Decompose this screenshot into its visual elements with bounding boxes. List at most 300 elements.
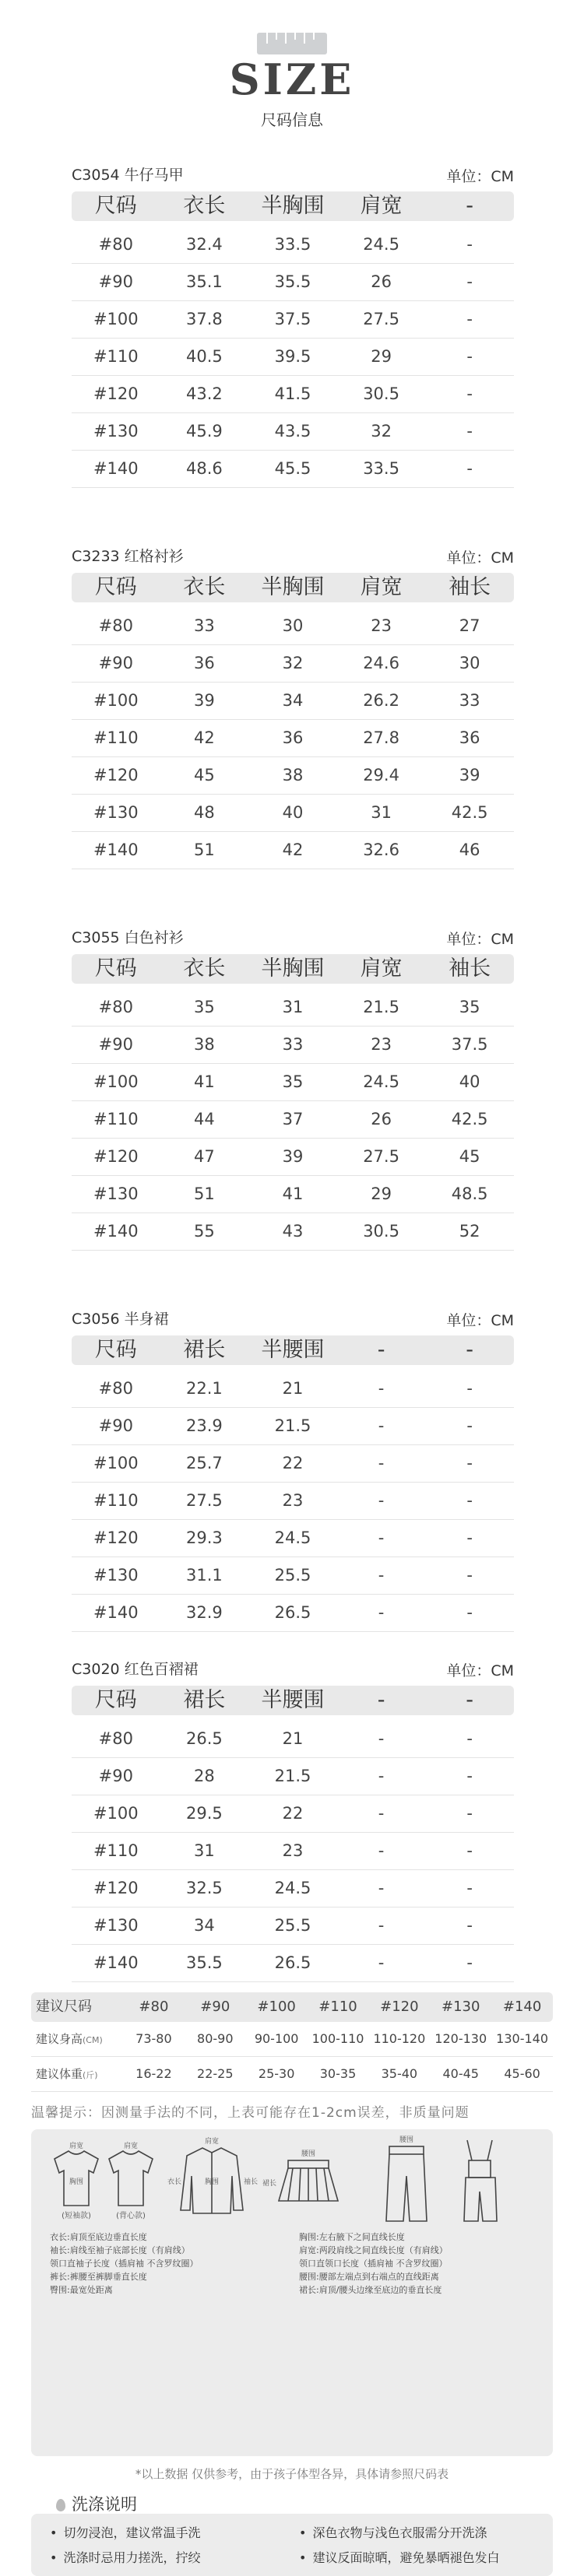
recommend-weight-row [31, 2057, 553, 2092]
diagram-label-waist: 腰围 [301, 2150, 316, 2158]
table-title: C3055 白色衬衫 [72, 929, 184, 946]
diagram-note: 裤长:裤腰至裤脚垂直长度 [50, 2272, 147, 2282]
table-cell: 32.6 [363, 841, 399, 859]
table-cell: - [466, 347, 473, 366]
table-cell: #80 [98, 1379, 133, 1398]
table-cell: - [466, 235, 473, 254]
table-cell: 22.1 [186, 1379, 223, 1398]
table-header-cell: 衣长 [183, 956, 226, 981]
table-cell: #80 [98, 1729, 133, 1748]
table-cell: #130 [93, 803, 139, 822]
table-cell: - [466, 1953, 473, 1972]
table-cell: 36 [194, 654, 215, 672]
table-cell: 40.5 [186, 347, 223, 366]
table-cell: 30 [282, 616, 304, 635]
table-cell: 32.4 [186, 235, 223, 254]
table-row [72, 450, 514, 488]
recommend-header-cell: 建议尺码 [36, 1999, 92, 2015]
size-title: SIZE [229, 54, 355, 104]
diagram-notes-left [50, 2230, 199, 2297]
table-cell: - [466, 1879, 473, 1897]
wash-title: 洗涤说明 [56, 2492, 137, 2515]
table-header-cell: 半腰围 [261, 1688, 325, 1712]
wash-item: • 切勿浸泡，建议常温手洗 [50, 2523, 200, 2541]
recommend-header-cell: #140 [502, 1999, 542, 2015]
weight-cell: 16-22 [135, 2066, 172, 2081]
table-header-cell: 袖长 [449, 956, 491, 981]
height-cell: 80-90 [197, 2031, 234, 2046]
table-cell: 32 [371, 422, 392, 440]
table-cell: 21.5 [363, 998, 399, 1016]
table-row [72, 263, 514, 301]
table-cell: 52 [459, 1222, 480, 1241]
table-header-row [72, 954, 514, 984]
table-cell: #130 [93, 422, 139, 440]
table-cell: #120 [93, 384, 139, 403]
table-cell: - [466, 1379, 473, 1398]
wash-item: • 深色衣物与浅色衣服需分开洗涤 [299, 2523, 487, 2541]
table-header-cell: 袖长 [449, 575, 491, 599]
size-table-c3055 [72, 926, 514, 1269]
table-cell: 37.5 [274, 310, 311, 328]
table-cell: - [466, 272, 473, 291]
table-cell: 25.5 [274, 1566, 311, 1585]
wash-item: • 建议反面晾晒，避免暴晒褪色发白 [299, 2548, 499, 2566]
table-row [72, 300, 514, 339]
table-row [72, 1482, 514, 1520]
table-cell: 31 [371, 803, 392, 822]
table-cell: #120 [93, 1528, 139, 1547]
garment-diagrams [31, 2129, 553, 2230]
table-cell: 45 [194, 766, 215, 784]
weight-cell: 40-45 [442, 2066, 479, 2081]
page-header [0, 0, 584, 140]
recommend-header-cell: #110 [318, 1999, 357, 2015]
table-row [72, 1063, 514, 1101]
table-cell: - [466, 1491, 473, 1510]
table-cell: 48.6 [186, 459, 223, 478]
table-cell: #110 [93, 1491, 139, 1510]
diagram-label-chest: 胸围 [69, 2178, 84, 2186]
table-cell: 37.5 [451, 1035, 488, 1054]
table-cell: #110 [93, 1841, 139, 1860]
table-cell: 30 [459, 654, 480, 672]
table-cell: 21.5 [274, 1767, 311, 1785]
table-cell: - [378, 1379, 385, 1398]
measurement-tip: 温馨提示：因测量手法的不同，上表可能存在1-2cm误差，非质量问题 [31, 2105, 470, 2121]
reference-footnote: *以上数据 仅供参考，由于孩子体型各异，具体请参照尺码表 [135, 2467, 449, 2481]
table-cell: #90 [98, 654, 133, 672]
diagram-notes-right [299, 2230, 448, 2297]
table-row [72, 1907, 514, 1945]
table-header-cell: 尺码 [94, 1338, 137, 1362]
table-unit: 单位：CM [446, 549, 514, 567]
size-subtitle: 尺码信息 [261, 111, 323, 129]
table-cell: 29.4 [363, 766, 399, 784]
table-cell: - [378, 1528, 385, 1547]
table-cell: 38 [282, 766, 304, 784]
diagram-label-skirt-length: 裙长 [262, 2180, 277, 2188]
table-cell: 26.5 [274, 1953, 311, 1972]
table-cell: #100 [93, 691, 139, 710]
diagram-note: 领口直领口长度（插肩袖 不含罗纹圈） [299, 2258, 448, 2269]
table-cell: 29 [371, 347, 392, 366]
table-cell: 27.5 [363, 1147, 399, 1166]
table-cell: #100 [93, 1804, 139, 1823]
diagram-label-sleeve: 袖长 [243, 2178, 259, 2186]
recommend-header-cell: #120 [380, 1999, 419, 2015]
table-cell: #90 [98, 1035, 133, 1054]
table-cell: 23 [371, 1035, 392, 1054]
table-cell: 24.5 [363, 235, 399, 254]
table-title: C3056 半身裙 [72, 1311, 169, 1328]
diagram-note: 裙长:肩顶/腰头边缘至底边的垂直长度 [299, 2285, 442, 2295]
table-cell: 26.5 [186, 1729, 223, 1748]
table-header-cell: 尺码 [94, 956, 137, 981]
table-header-cell: 尺码 [94, 575, 137, 599]
table-cell: 25.5 [274, 1916, 311, 1935]
table-cell: #140 [93, 1222, 139, 1241]
table-cell: #90 [98, 1416, 133, 1435]
table-cell: #120 [93, 1879, 139, 1897]
table-row [72, 644, 514, 683]
height-cell: 120-130 [434, 2031, 487, 2046]
table-cell: 37 [282, 1110, 304, 1128]
table-unit: 单位：CM [446, 168, 514, 185]
table-header-cell: - [377, 1688, 385, 1712]
diagram-note: 胸围:左右腋下之间直线长度 [299, 2232, 405, 2242]
recommend-header-cell: #130 [442, 1999, 480, 2015]
diagram-note: 腰围:腰部左端点到右端点的直线距离 [299, 2272, 439, 2282]
table-cell: - [466, 1916, 473, 1935]
table-cell: 24.5 [363, 1072, 399, 1091]
table-cell: - [466, 310, 473, 328]
table-header-cell: 半胸围 [261, 956, 325, 981]
table-cell: #90 [98, 1767, 133, 1785]
table-cell: 26 [371, 272, 392, 291]
table-cell: 27.5 [363, 310, 399, 328]
diagram-label-shoulder: 肩宽 [204, 2138, 220, 2146]
table-row [72, 1138, 514, 1176]
weight-cell: 25-30 [258, 2066, 295, 2081]
table-cell: - [466, 1804, 473, 1823]
table-header-cell: 衣长 [183, 575, 226, 599]
table-header-cell: 尺码 [94, 1688, 137, 1712]
table-row [72, 1370, 514, 1408]
table-cell: #100 [93, 310, 139, 328]
table-header-cell: 肩宽 [360, 575, 403, 599]
table-cell: - [378, 1804, 385, 1823]
recommend-height-row [31, 2022, 553, 2057]
table-cell: 48.5 [451, 1184, 488, 1203]
table-title: C3233 红格衬衫 [72, 548, 184, 565]
diagram-label-sleeveless: (背心款) [116, 2212, 146, 2220]
table-cell: #110 [93, 728, 139, 747]
table-cell: 51 [194, 841, 215, 859]
table-cell: 45.9 [186, 422, 223, 440]
recommend-header-cell: #90 [200, 1999, 230, 2015]
table-cell: 29.5 [186, 1804, 223, 1823]
table-cell: 40 [282, 803, 304, 822]
table-row [72, 1026, 514, 1064]
table-header-cell: 半胸围 [261, 575, 325, 599]
table-row [72, 1795, 514, 1833]
table-cell: 33 [194, 616, 215, 635]
table-cell: 40 [459, 1072, 480, 1091]
table-header-row [72, 1335, 514, 1365]
table-cell: #110 [93, 1110, 139, 1128]
table-row [72, 412, 514, 451]
table-cell: 22 [282, 1454, 304, 1472]
table-header-cell: 裙长 [183, 1338, 226, 1362]
table-cell: - [466, 459, 473, 478]
table-cell: 30.5 [363, 384, 399, 403]
table-row [72, 988, 514, 1027]
table-cell: 44 [194, 1110, 215, 1128]
table-row [72, 375, 514, 413]
weight-cell: 30-35 [319, 2066, 357, 2081]
weight-cell: 35-40 [381, 2066, 418, 2081]
overalls-icon [464, 2140, 497, 2221]
diagram-note: 领口直袖子长度（插肩袖 不含罗纹圈） [50, 2258, 199, 2269]
recommend-header-cell: #100 [257, 1999, 296, 2015]
height-cell: 73-80 [135, 2031, 172, 2046]
table-cell: #140 [93, 1603, 139, 1622]
measurement-diagram [31, 2129, 553, 2456]
table-cell: #100 [93, 1454, 139, 1472]
table-row [72, 1175, 514, 1213]
table-cell: #140 [93, 459, 139, 478]
table-cell: 35 [459, 998, 480, 1016]
recommend-header-row [31, 1992, 553, 2022]
diagram-note: 肩宽:两段肩线之间直线长度（有肩线） [299, 2245, 448, 2255]
table-cell: 41.5 [274, 384, 311, 403]
table-cell: 21 [282, 1379, 304, 1398]
size-table-c3056 [72, 1307, 514, 1650]
table-row [72, 794, 514, 832]
table-cell: #80 [98, 235, 133, 254]
table-cell: 46 [459, 841, 480, 859]
table-cell: 32.5 [186, 1879, 223, 1897]
table-cell: - [466, 1528, 473, 1547]
table-cell: 31 [282, 998, 304, 1016]
wash-item: • 洗涤时忌用力搓洗，拧绞 [50, 2548, 200, 2566]
table-cell: - [378, 1603, 385, 1622]
table-row [72, 719, 514, 757]
table-row [72, 1213, 514, 1251]
table-row [72, 1832, 514, 1870]
table-title: C3054 牛仔马甲 [72, 167, 184, 184]
diagram-label-shoulder: 肩宽 [69, 2143, 84, 2150]
table-header-row [72, 191, 514, 221]
table-cell: 21.5 [274, 1416, 311, 1435]
table-cell: - [378, 1454, 385, 1472]
table-cell: 23.9 [186, 1416, 223, 1435]
table-cell: 39 [282, 1147, 304, 1166]
table-cell: - [378, 1879, 385, 1897]
table-cell: 35 [194, 998, 215, 1016]
table-cell: 26.2 [363, 691, 399, 710]
table-cell: 37.8 [186, 310, 223, 328]
table-header-cell: 尺码 [94, 194, 137, 218]
table-cell: - [378, 1767, 385, 1785]
table-header-row [72, 573, 514, 602]
table-row [72, 607, 514, 645]
table-cell: 35.5 [274, 272, 311, 291]
table-unit: 单位：CM [446, 1662, 514, 1679]
table-cell: 29.3 [186, 1528, 223, 1547]
diagram-label-chest: 胸围 [204, 2178, 220, 2186]
table-cell: 24.5 [274, 1528, 311, 1547]
table-cell: 45.5 [274, 459, 311, 478]
weight-label: 建议体重(斤) [36, 2067, 98, 2081]
table-row [72, 1519, 514, 1557]
table-cell: 35.5 [186, 1953, 223, 1972]
ruler-icon [257, 33, 327, 54]
table-cell: - [466, 422, 473, 440]
table-header-cell: 肩宽 [360, 956, 403, 981]
table-row [72, 338, 514, 376]
table-cell: 43 [282, 1222, 304, 1241]
diagram-note: 衣长:肩顶至底边垂直长度 [50, 2232, 147, 2242]
weight-cell: 22-25 [197, 2066, 234, 2081]
table-cell: 24.6 [363, 654, 399, 672]
table-cell: 28 [194, 1767, 215, 1785]
table-header-cell: 裙长 [183, 1688, 226, 1712]
recommend-header-cell: #80 [139, 1999, 169, 2015]
table-cell: - [378, 1491, 385, 1510]
table-cell: 41 [194, 1072, 215, 1091]
table-cell: 39 [194, 691, 215, 710]
table-cell: 27 [459, 616, 480, 635]
table-cell: - [466, 1729, 473, 1748]
table-cell: - [466, 1454, 473, 1472]
diagram-label-short-sleeve: (短袖款) [62, 2212, 91, 2220]
table-cell: - [466, 1841, 473, 1860]
tshirt-icon [109, 2151, 153, 2206]
table-cell: #100 [93, 1072, 139, 1091]
table-row [72, 1720, 514, 1758]
diagram-label-waist: 腰围 [399, 2136, 414, 2144]
height-cell: 90-100 [254, 2031, 299, 2046]
table-cell: #120 [93, 1147, 139, 1166]
table-cell: 23 [282, 1491, 304, 1510]
table-row [72, 1556, 514, 1595]
table-row [72, 1869, 514, 1907]
table-cell: - [378, 1416, 385, 1435]
table-cell: - [466, 1416, 473, 1435]
table-cell: #80 [98, 998, 133, 1016]
table-row [72, 831, 514, 869]
table-cell: #110 [93, 347, 139, 366]
table-cell: 33 [459, 691, 480, 710]
table-cell: 33.5 [363, 459, 399, 478]
table-header-cell: - [377, 1338, 385, 1362]
size-table-c3054 [72, 163, 514, 506]
table-cell: #130 [93, 1566, 139, 1585]
table-row [72, 756, 514, 795]
table-cell: - [378, 1841, 385, 1860]
table-cell: 51 [194, 1184, 215, 1203]
table-unit: 单位：CM [446, 1312, 514, 1329]
table-cell: 47 [194, 1147, 215, 1166]
water-drop-icon [56, 2499, 65, 2511]
table-cell: 25.7 [186, 1454, 223, 1472]
table-unit: 单位：CM [446, 931, 514, 948]
diagram-label-length: 衣长 [167, 2178, 182, 2186]
table-cell: 26.5 [274, 1603, 311, 1622]
table-cell: 42.5 [451, 803, 488, 822]
table-cell: 39.5 [274, 347, 311, 366]
table-cell: 45 [459, 1147, 480, 1166]
table-header-cell: 衣长 [183, 194, 226, 218]
table-cell: 33 [282, 1035, 304, 1054]
table-row [72, 1100, 514, 1139]
table-cell: #120 [93, 766, 139, 784]
table-cell: 35 [282, 1072, 304, 1091]
wash-instructions [31, 2514, 553, 2576]
height-cell: 100-110 [311, 2031, 364, 2046]
table-cell: 31.1 [186, 1566, 223, 1585]
table-cell: 30.5 [363, 1222, 399, 1241]
table-cell: - [466, 1566, 473, 1585]
table-cell: - [466, 384, 473, 403]
diagram-note: 袖长:肩线至袖子底部长度（有肩线） [50, 2245, 190, 2255]
pants-icon [386, 2146, 427, 2221]
table-cell: 27.5 [186, 1491, 223, 1510]
table-cell: 26 [371, 1110, 392, 1128]
table-cell: 43.5 [274, 422, 311, 440]
table-cell: #130 [93, 1184, 139, 1203]
weight-cell: 45-60 [504, 2066, 540, 2081]
table-header-cell: - [466, 194, 474, 218]
table-cell: - [466, 1603, 473, 1622]
table-cell: 39 [459, 766, 480, 784]
table-row [72, 682, 514, 720]
table-row [72, 1444, 514, 1483]
table-header-row [72, 1686, 514, 1715]
table-cell: 42 [194, 728, 215, 747]
height-cell: 130-140 [496, 2031, 549, 2046]
size-table-c3020 [72, 1658, 514, 2000]
table-cell: #140 [93, 1953, 139, 1972]
table-cell: 24.5 [274, 1879, 311, 1897]
table-title: C3020 红色百褶裙 [72, 1661, 199, 1678]
table-cell: 41 [282, 1184, 304, 1203]
table-cell: 29 [371, 1184, 392, 1203]
table-cell: 48 [194, 803, 215, 822]
table-cell: 23 [282, 1841, 304, 1860]
table-header-cell: 肩宽 [360, 194, 403, 218]
table-cell: 42.5 [451, 1110, 488, 1128]
table-row [72, 1944, 514, 1982]
table-cell: 23 [371, 616, 392, 635]
table-cell: - [378, 1916, 385, 1935]
table-cell: 42 [282, 841, 304, 859]
skirt-icon [279, 2160, 338, 2201]
table-cell: 22 [282, 1804, 304, 1823]
table-header-cell: 半腰围 [261, 1338, 325, 1362]
table-cell: 27.8 [363, 728, 399, 747]
table-row [72, 226, 514, 264]
table-cell: - [466, 1767, 473, 1785]
table-cell: - [378, 1566, 385, 1585]
table-cell: 32.9 [186, 1603, 223, 1622]
table-cell: 33.5 [274, 235, 311, 254]
table-cell: #140 [93, 841, 139, 859]
table-header-cell: - [466, 1688, 474, 1712]
diagram-label-shoulder: 肩宽 [123, 2143, 139, 2150]
